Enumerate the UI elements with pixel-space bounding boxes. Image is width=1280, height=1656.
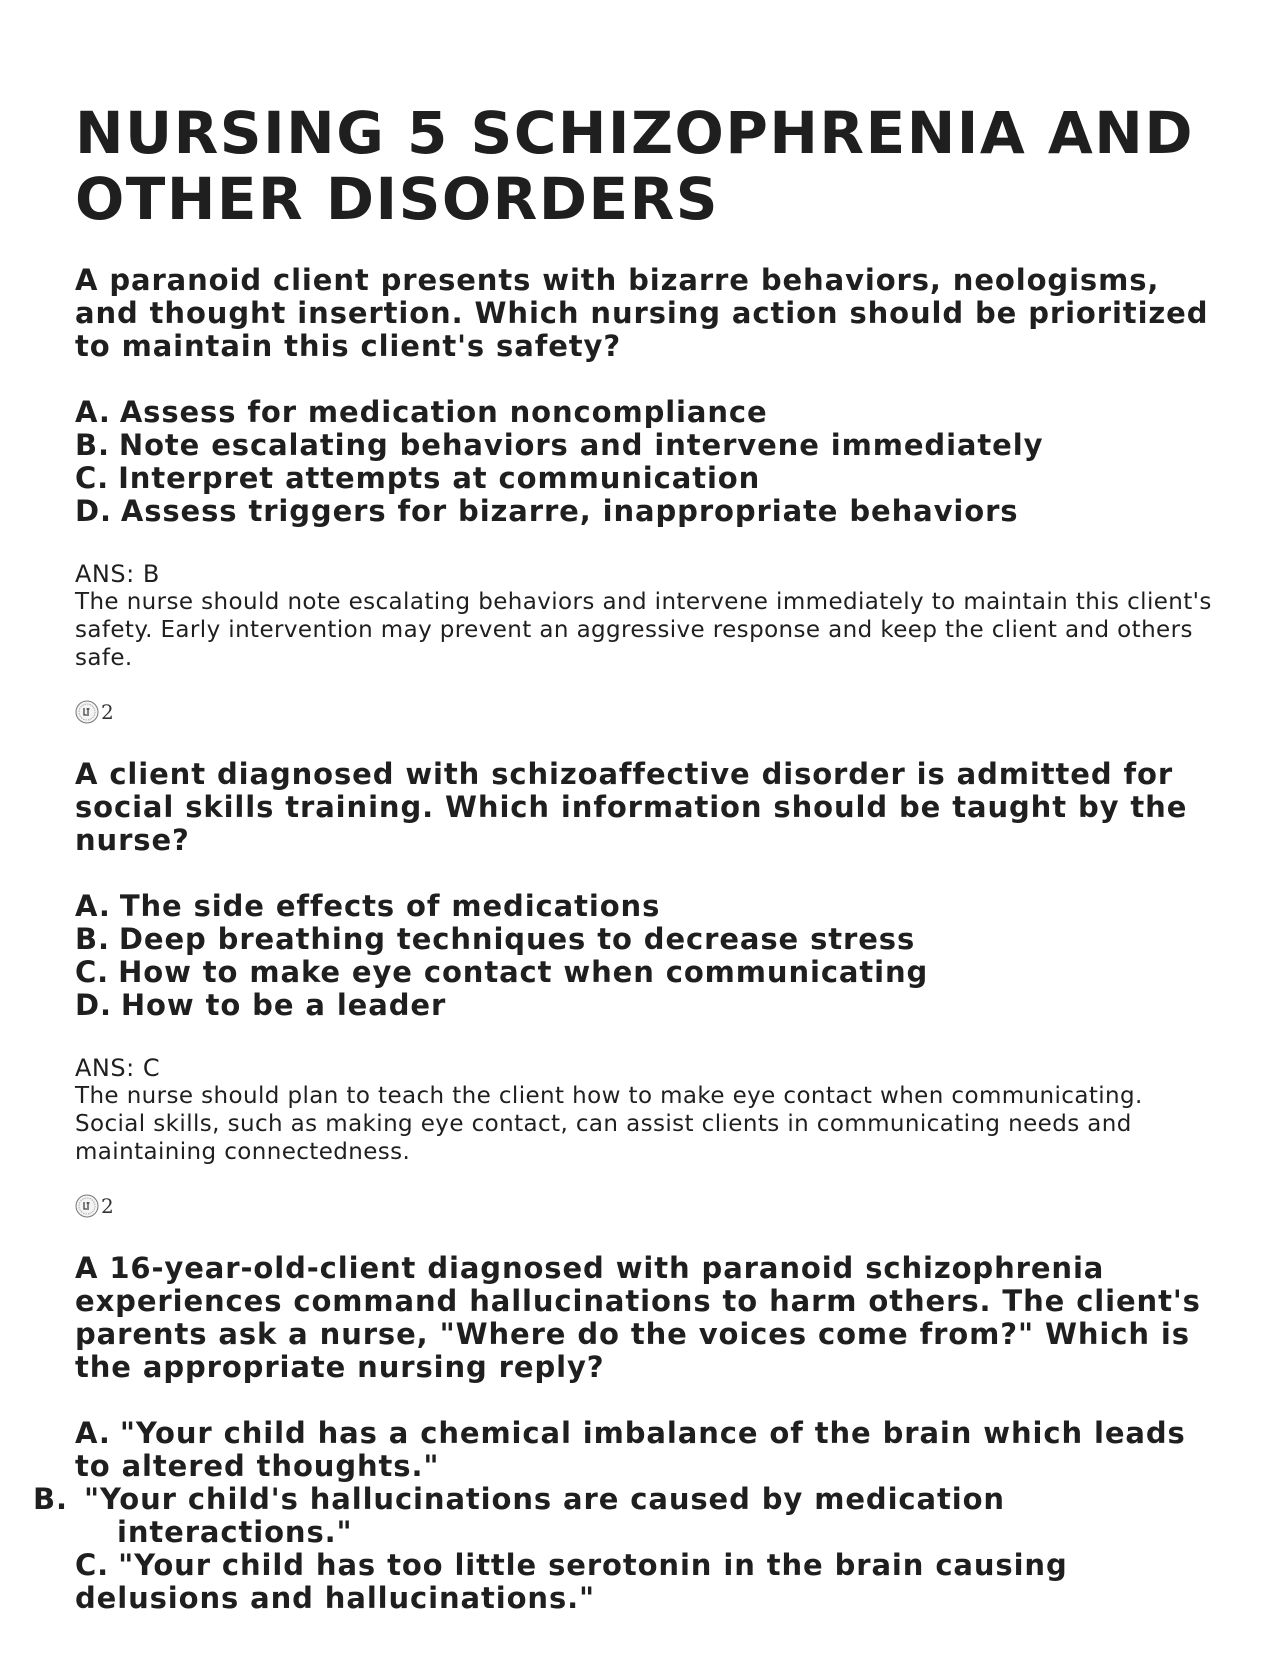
option-text: "Your child has a chemical imbalance of the brain which leads to altered thoughts."	[75, 1416, 1186, 1483]
rationale-text: The nurse should note escalating behaviors and intervene immediately to maintain this client's safety. Early intervention may prevent an aggressive response and keep the client and others safe.	[75, 589, 1212, 671]
document-title: NURSING 5 SCHIZOPHRENIA AND OTHER DISORDERS	[75, 99, 1194, 233]
option-b	[75, 429, 1215, 462]
option-a	[75, 396, 1215, 429]
question-2	[75, 758, 1215, 1220]
answer-label: ANS: C	[75, 1054, 161, 1082]
option-text: Assess triggers for bizarre, inappropriate behaviors	[120, 494, 1019, 528]
marker-number: 2	[101, 700, 114, 724]
rationale-text: The nurse should plan to teach the client how to make eye contact when communicating. Social skills, such as making eye contact, can assist clients in communicating needs and maintaining connectedness.	[75, 1083, 1143, 1165]
option-text: "Your child's hallucinations are caused by medication interactions."	[84, 1482, 1005, 1549]
option-b	[75, 923, 1215, 956]
option-d	[75, 495, 1215, 528]
option-text: "Your child has too little serotonin in the brain causing delusions and hallucinations."	[75, 1548, 1068, 1615]
answer-options	[33, 1416, 1215, 1615]
question-stem: A client diagnosed with schizoaffective disorder is admitted for social skills training. Which information should be taught by the nurse?	[75, 757, 1188, 857]
option-letter: C.	[75, 461, 110, 495]
answer-options	[75, 890, 1215, 1022]
option-letter: A.	[75, 1416, 111, 1450]
seal-icon	[75, 700, 99, 724]
seal-icon	[75, 1194, 99, 1218]
option-a	[75, 890, 1215, 923]
page-marker	[75, 698, 1215, 726]
question-stem: A 16-year-old-client diagnosed with paranoid schizophrenia experiences command hallucinations to harm others. The client's parents ask a nurse, "Where do the voices come from?" Which is the appropriate nursing reply?	[75, 1251, 1201, 1384]
option-c	[75, 462, 1215, 495]
option-text: How to make eye contact when communicating	[118, 955, 929, 989]
marker-number: 2	[101, 1194, 114, 1218]
question-1	[75, 264, 1215, 726]
page-marker	[75, 1192, 1215, 1220]
option-letter: B.	[75, 428, 110, 462]
option-letter: A.	[75, 395, 111, 429]
option-a	[75, 1417, 1215, 1483]
option-text: Note escalating behaviors and intervene immediately	[118, 428, 1044, 462]
option-text: Assess for medication noncompliance	[119, 395, 768, 429]
option-text: Deep breathing techniques to decrease stress	[118, 922, 916, 956]
option-text: Interpret attempts at communication	[118, 461, 761, 495]
answer-block	[75, 1054, 1215, 1166]
option-text: How to be a leader	[120, 988, 447, 1022]
option-c	[75, 1549, 1215, 1615]
option-b: B. "Your child's hallucinations are caused by medication interactions."	[33, 1482, 1005, 1549]
question-stem: A paranoid client presents with bizarre behaviors, neologisms, and thought insertion. Which nursing action should be prioritized to maintain this client's safety?	[75, 263, 1209, 363]
option-letter: C.	[75, 1548, 110, 1582]
document-page	[33, 99, 1215, 1615]
option-letter: B.	[75, 922, 110, 956]
option-letter: D.	[75, 494, 112, 528]
option-d	[75, 989, 1215, 1022]
answer-block	[75, 560, 1215, 672]
option-c	[75, 956, 1215, 989]
option-letter: D.	[75, 988, 112, 1022]
option-letter: C.	[75, 955, 110, 989]
answer-options	[75, 396, 1215, 528]
option-text: The side effects of medications	[119, 889, 661, 923]
option-letter: A.	[75, 889, 111, 923]
answer-label: ANS: B	[75, 560, 160, 588]
question-3	[33, 1251, 1215, 1615]
